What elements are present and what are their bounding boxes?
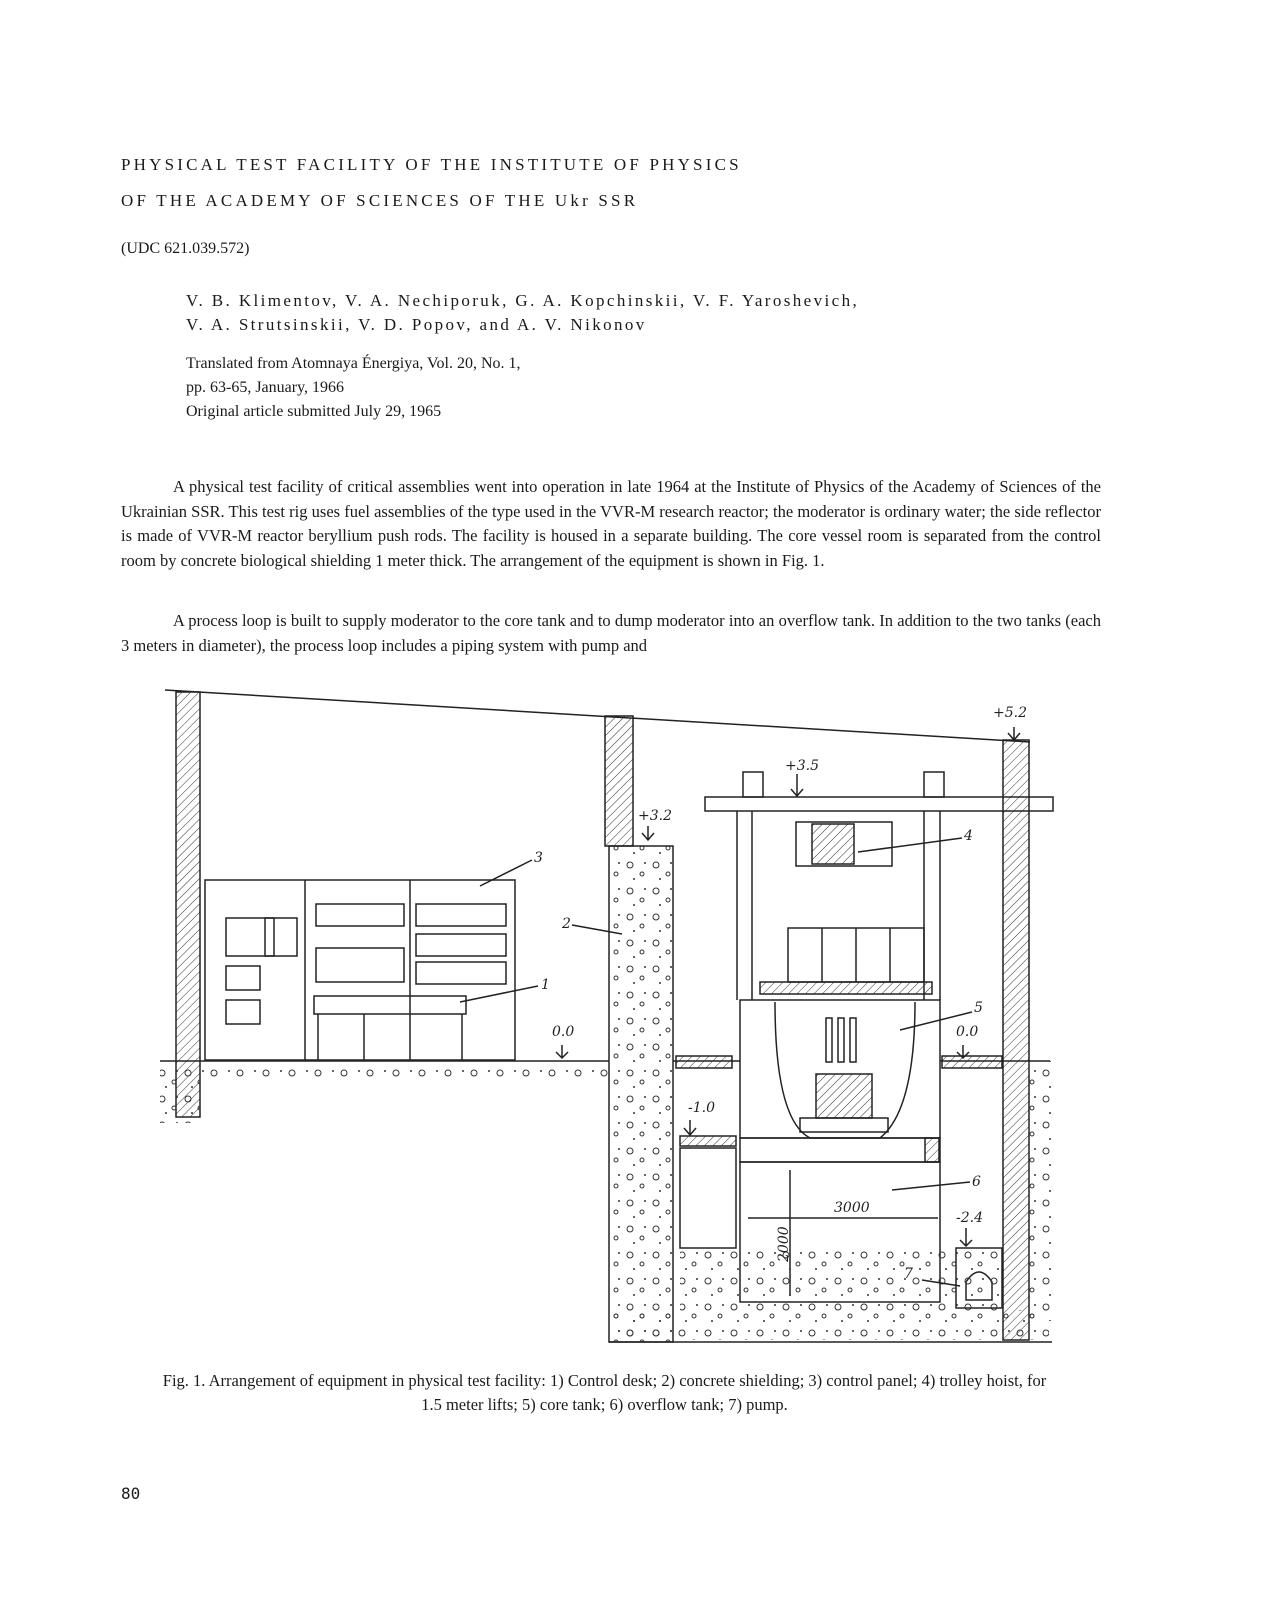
dim-width: 3000 — [834, 1200, 870, 1216]
figure-caption: Fig. 1. Arrangement of equipment in physical test facility: 1) Control desk; 2) concrete shielding; 3) control panel; 4) trolley hoist, for 1.5 meter lifts; 5) core tank; 6) overflow tank; 7) pump. — [162, 1371, 1047, 1414]
label-control-panel: 3 — [534, 850, 543, 866]
control-panel — [205, 880, 515, 1060]
title-line-1: PHYSICAL TEST FACILITY OF THE INSTITUTE OF PHYSICS — [121, 155, 742, 174]
authors-line-2: V. A. Strutsinskii, V. D. Popov, and A. V. Nikonov — [186, 315, 647, 334]
roof-line — [165, 690, 1030, 742]
crane-rail — [705, 797, 1053, 811]
label-concrete-shielding: 2 — [562, 916, 571, 932]
control-desk — [314, 996, 466, 1014]
elev-pit: -1.0 — [688, 1100, 715, 1116]
foundation-gravel — [680, 1248, 1000, 1310]
concrete-shielding — [609, 846, 673, 1342]
elev-bottom: -2.4 — [956, 1210, 983, 1226]
elev-shield-top: +3.2 — [638, 808, 672, 824]
elev-roof: +5.2 — [993, 705, 1027, 721]
body-paragraph-1: A physical test facility of critical assemblies went into operation in late 1964 at the Institute of Physics of the Academy of Sciences of the Ukrainian SSR. This test rig uses fuel assemblies of the type used in the VVR-M research reactor; the moderator is ordinary water; the side reflector is made of VVR-M reactor beryllium push rods. The facility is housed in a separate building. The core vessel room is separated from the control room by concrete biological shielding 1 meter thick. The arrangement of the equipment is shown in Fig. 1. — [121, 477, 1101, 570]
left-foundation — [160, 1063, 200, 1123]
label-trolley-hoist: 4 — [964, 828, 973, 844]
dim-height: 2000 — [776, 1226, 792, 1262]
label-overflow-tank: 6 — [972, 1174, 981, 1190]
elev-floor-left: 0.0 — [552, 1024, 575, 1040]
label-pump: 7 — [904, 1266, 913, 1282]
title-line-2: OF THE ACADEMY OF SCIENCES OF THE Ukr SSR — [121, 191, 639, 210]
translation-source: Translated from Atomnaya Énergiya, Vol. 20, No. 1, — [186, 355, 521, 372]
page-number: 80 — [121, 1484, 141, 1503]
elev-floor-right: 0.0 — [956, 1024, 979, 1040]
control-floor-gravel — [200, 1063, 609, 1079]
submission-date: Original article submitted July 29, 1965 — [186, 403, 442, 420]
udc-code: (UDC 621.039.572) — [121, 240, 250, 257]
label-core-tank: 5 — [974, 1000, 983, 1016]
elev-crane: +3.5 — [785, 758, 819, 774]
label-control-desk: 1 — [541, 977, 550, 993]
authors-line-1: V. B. Klimentov, V. A. Nechiporuk, G. A. Kopchinskii, V. F. Yaroshevich, — [186, 291, 860, 310]
translation-pages: pp. 63-65, January, 1966 — [186, 379, 345, 396]
right-wall — [1003, 740, 1029, 1340]
facility-arrangement-figure — [150, 680, 1060, 1350]
middle-wall — [605, 716, 633, 846]
left-wall — [176, 692, 200, 1117]
body-paragraph-2: A process loop is built to supply moderator to the core tank and to dump moderator into an overflow tank. In addition to the two tanks (each 3 meters in diameter), the process loop includes a piping system with pump and — [121, 611, 1101, 655]
